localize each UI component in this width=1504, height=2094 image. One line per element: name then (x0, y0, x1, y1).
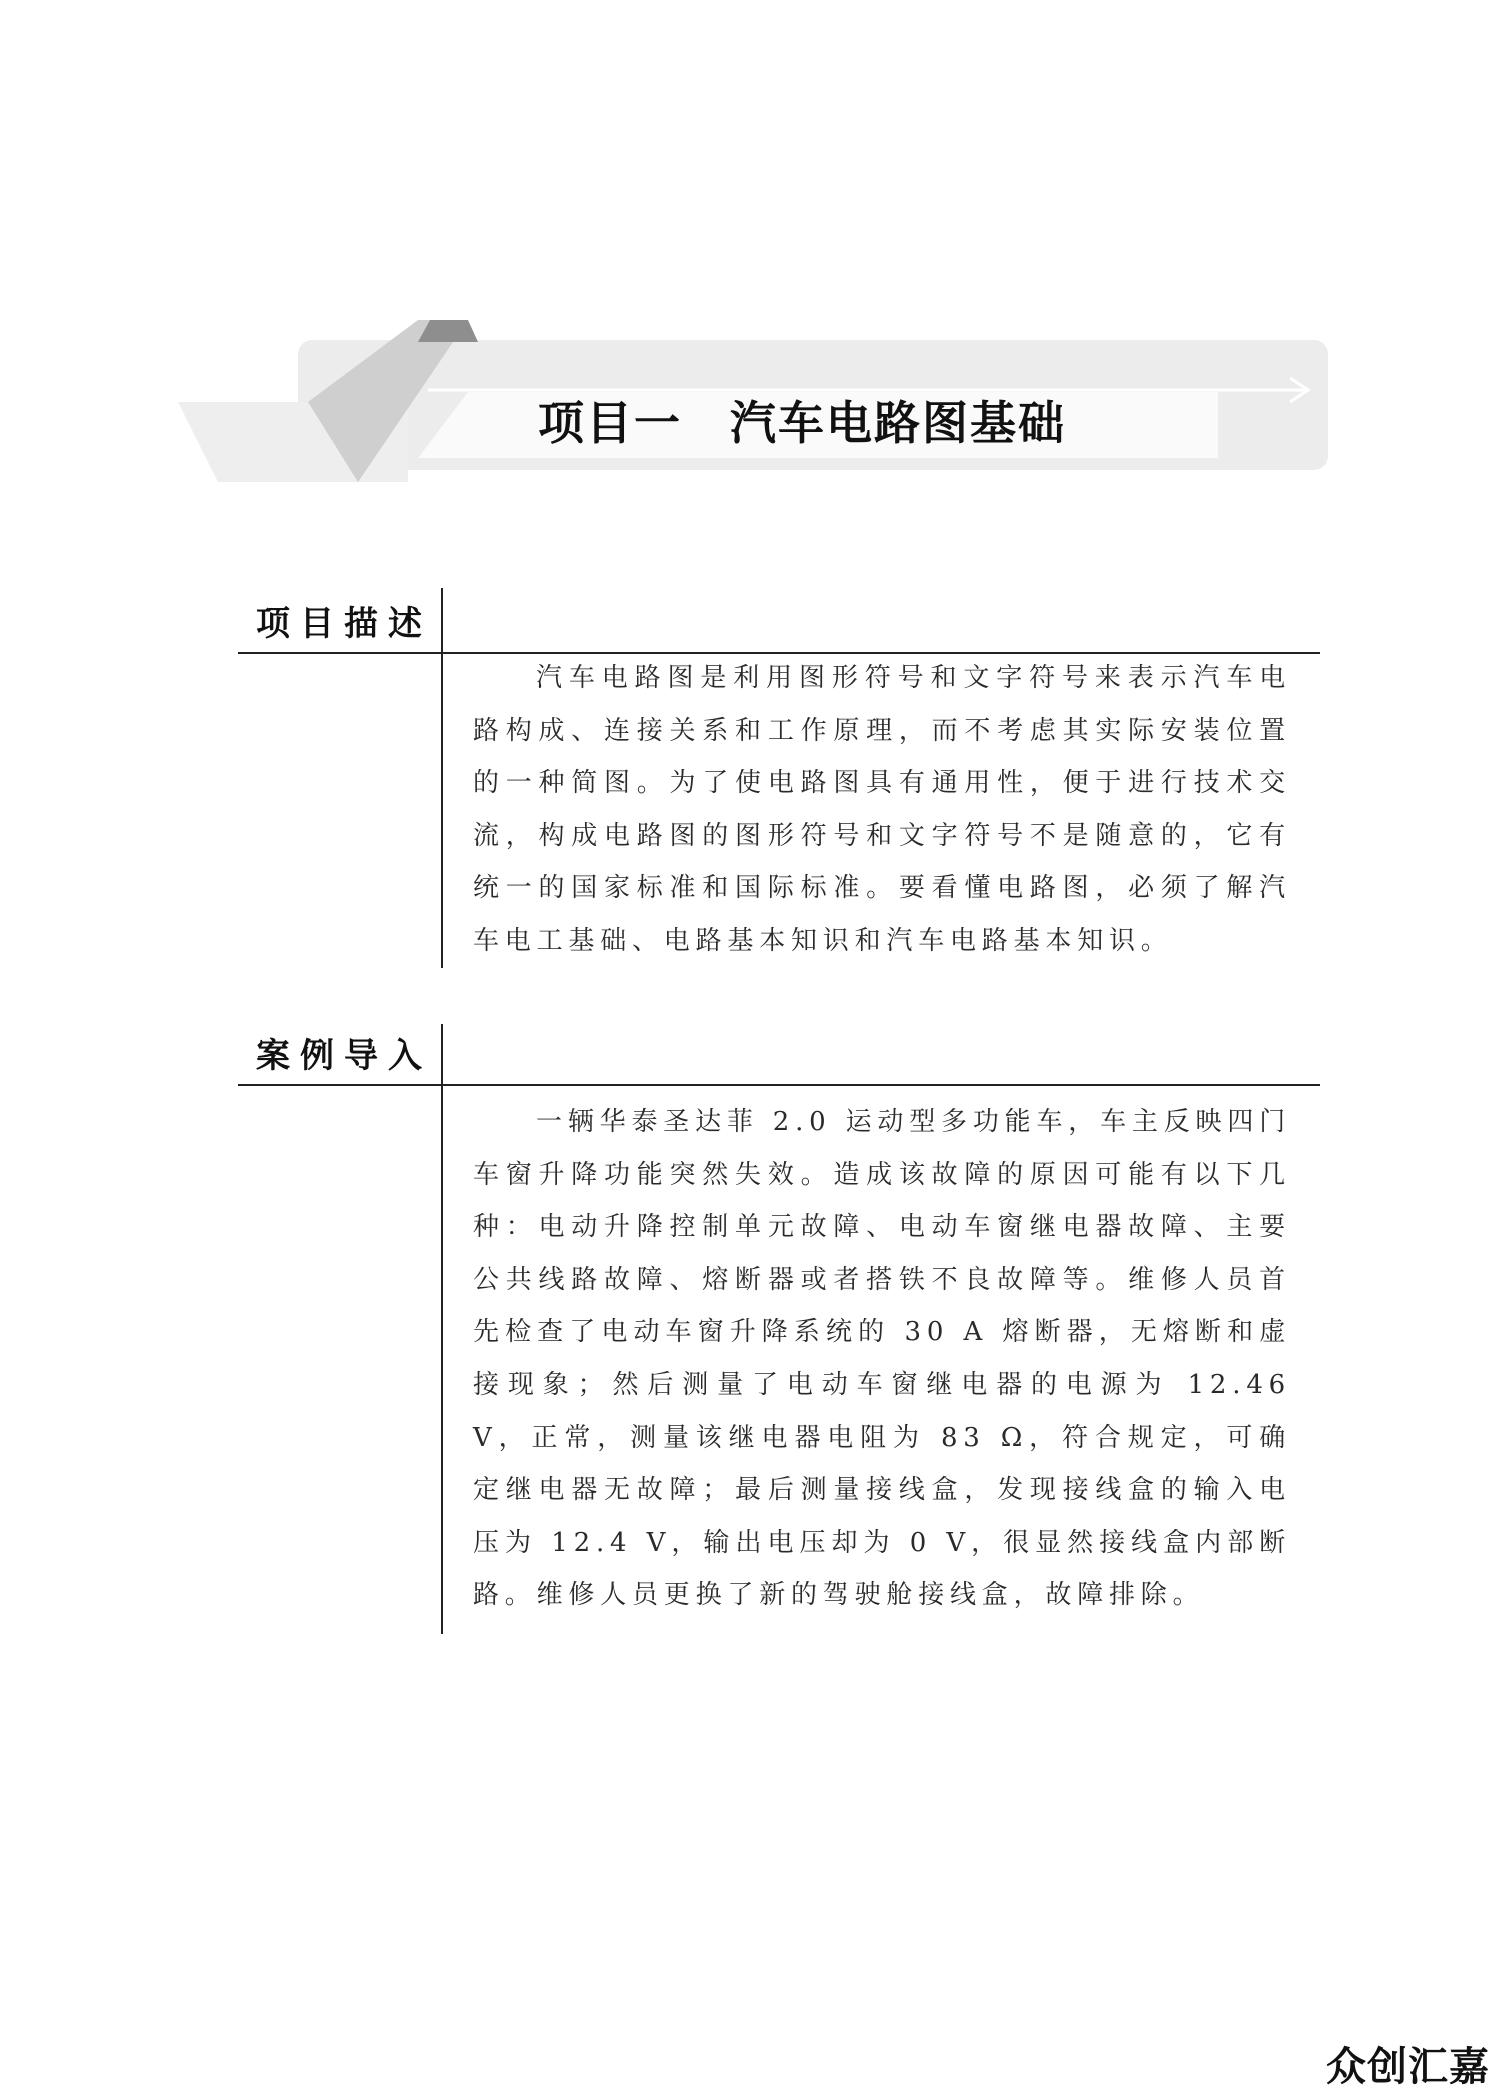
section-body: 汽车电路图是利用图形符号和文字符号来表示汽车电路构成、连接关系和工作原理，而不考虑其实际安装位置的一种简图。为了使电路图具有通用性，便于进行技术交流，构成电路图的图形符号和文字符号不是随意的，它有统一的国家标准和国际标准。要看懂电路图，必须了解汽车电工基础、电路基本知识和汽车电路基本知识。 (473, 663, 1291, 956)
section-case-intro (238, 1024, 1320, 1634)
section-heading: 案例导入 (256, 1036, 432, 1076)
section-body: 一辆华泰圣达菲 2.0 运动型多功能车，车主反映四门车窗升降功能突然失效。造成该故障的原因可能有以下几种：电动升降控制单元故障、电动车窗继电器故障、主要公共线路故障、熔断器或者搭铁不良故障等。维修人员首先检查了电动车窗升降系统的 30 A 熔断器，无熔断和虚接现象；然后测量了电动车窗继电器的电源为 12.46 V，正常，测量该继电器电阻为 83 Ω，符合规定，可确定继电器无故障；最后测量接线盒，发现接线盒的输入电压为 12.4 V，输出电压却为 0 V，很显然接线盒内部断路。维修人员更换了新的驾驶舱接线盒，故障排除。 (473, 1107, 1291, 1611)
section-project-description (238, 588, 1320, 968)
section-divider (441, 1024, 443, 1634)
heading-rule (238, 1084, 1320, 1086)
watermark-logo: 众创汇嘉 (1326, 2044, 1490, 2090)
section-divider (441, 588, 443, 968)
section-heading: 项目描述 (256, 604, 432, 644)
project-banner (178, 310, 1328, 490)
project-title: 项目一 汽车电路图基础 (538, 396, 1066, 450)
